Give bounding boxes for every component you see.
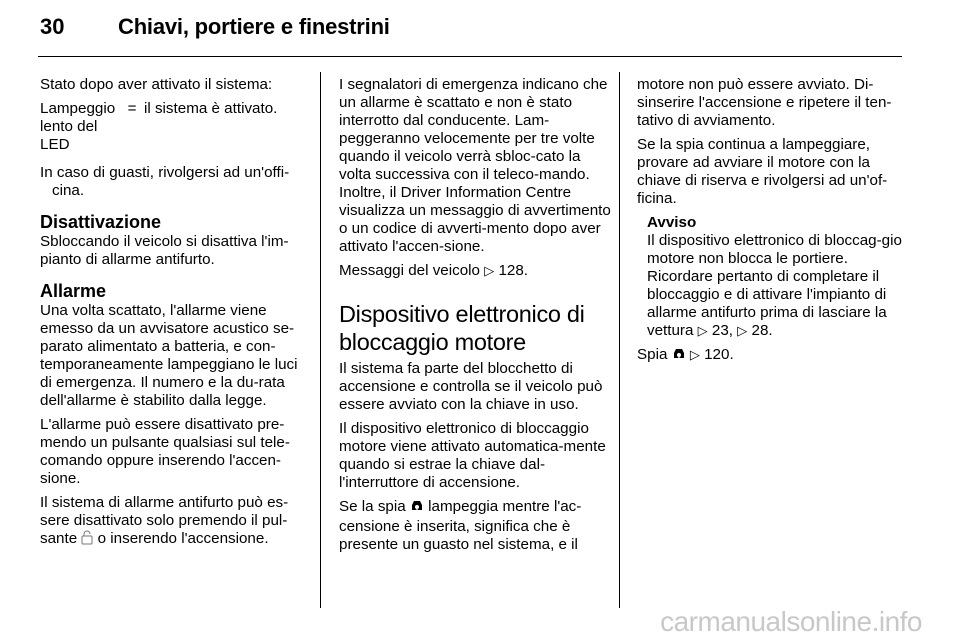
state-value: il sistema è attivato. (144, 100, 278, 117)
page-ref-icon: ▷ (484, 263, 495, 278)
spia-text: Spia (637, 346, 668, 363)
spia-line (637, 346, 909, 366)
column-divider-1 (320, 72, 321, 608)
deactivation-heading: Disattivazione (40, 212, 162, 232)
immobilizer-text-3a: Se la spia (339, 498, 406, 515)
alarm-off-text-2a: Il sistema di allarme antifurto può es-sere disattivato solo premendo il pul-sante (40, 494, 289, 547)
note-text-line (647, 232, 909, 340)
column-1 (40, 76, 312, 556)
alarm-off-text: L'allarme può essere disattivato pre-mendo un pulsante qualsiasi sul tele-comando oppure inserendo l'accen-sione. (40, 416, 290, 487)
messages-text: Messaggi del veicolo (339, 262, 480, 279)
continuation-text: motore non può essere avviato. Di-sinserire l'accensione e ripetere il ten-tativo di avviamento. (637, 76, 892, 129)
state-label: Lampeggio lento del LED (40, 100, 116, 153)
page-number: 30 (40, 14, 65, 39)
lock-button-icon (81, 530, 93, 550)
messages-ref-line (339, 262, 611, 280)
deactivation-text: Sbloccando il veicolo si disattiva l'im-pianto di allarme antifurto. (40, 233, 289, 268)
spia-ref[interactable]: 120. (704, 346, 734, 363)
column-2 (339, 76, 611, 560)
immobilizer-text-2: Il dispositivo elettronico di bloccaggio motore viene attivato automatica-mente quando si estrae la chiave dal-l'interruttore di accensione. (339, 420, 606, 491)
alarm-text: Una volta scattato, l'allarme viene emesso da un avvisatore acustico se-parato alimentato a batteria, e con-temporaneamente lampeggiano le luci di emergenza. Il numero e la du-rata dell'allarme è stabilito dalla legge. (40, 302, 298, 409)
immobilizer-warning-icon (410, 499, 424, 518)
page-ref-icon: ▷ (697, 323, 708, 338)
watermark: carmanualsonline.info (660, 606, 922, 637)
page-ref-icon: ▷ (737, 323, 748, 338)
note-ref-2[interactable]: 28. (751, 322, 773, 339)
chapter-title: Chiavi, portiere e finestrini (118, 14, 390, 39)
header-rule (38, 56, 902, 57)
state-table (40, 100, 312, 154)
page-header (40, 14, 390, 40)
alarm-off-text-2 (40, 494, 312, 550)
column-divider-2 (619, 72, 620, 608)
indicator-text: I segnalatori di emergenza indicano che un allarme è scattato e non è stato interrotto dal conducente. Lam-peggeranno velocemente per tre volte quando il veicolo verrà sbloc-cato la volta successiva con il teleco-mando. Inoltre, il Driver Information Centre visualizza un messaggio di avvertimento o un codice di avverti-mento dopo aver attivato l'accen-sione. (339, 76, 611, 255)
note-text: Il dispositivo elettronico di bloccag-gio motore non blocca le portiere. Ricordare pertanto di completare il bloccaggio e di attivare l'impianto di allarme antifurto prima di lasciare la vettura (647, 232, 902, 339)
fault-text: In caso di guasti, rivolgersi ad un'offi-cina. (40, 164, 290, 199)
blink-text: Se la spia continua a lampeggiare, provare ad avviare il motore con la chiave di riserva e rivolgersi ad un'of-ficina. (637, 136, 888, 207)
messages-ref[interactable]: 128. (498, 262, 529, 279)
note-ref-1[interactable]: 23, (711, 322, 734, 339)
state-equals: = (127, 100, 137, 117)
alarm-heading: Allarme (40, 281, 107, 301)
immobilizer-text-3b: lampeggia mentre l'ac-censione è inserita, significa che è presente un guasto nel sistema, e il (339, 498, 582, 553)
immobilizer-heading: Dispositivo elettronico di bloccaggio motore (339, 301, 585, 355)
alarm-off-text-2b: o inserendo l'accensione. (97, 530, 269, 547)
immobilizer-warning-icon (672, 347, 686, 366)
status-intro: Stato dopo aver attivato il sistema: (40, 76, 273, 93)
immobilizer-text-3 (339, 498, 611, 554)
note-box (647, 214, 909, 340)
immobilizer-text-1: Il sistema fa parte del blocchetto di accensione e controlla se il veicolo può essere avviato con la chiave in uso. (339, 360, 603, 413)
note-title: Avviso (647, 214, 697, 231)
column-3 (637, 76, 909, 372)
page-ref-icon: ▷ (689, 347, 700, 362)
